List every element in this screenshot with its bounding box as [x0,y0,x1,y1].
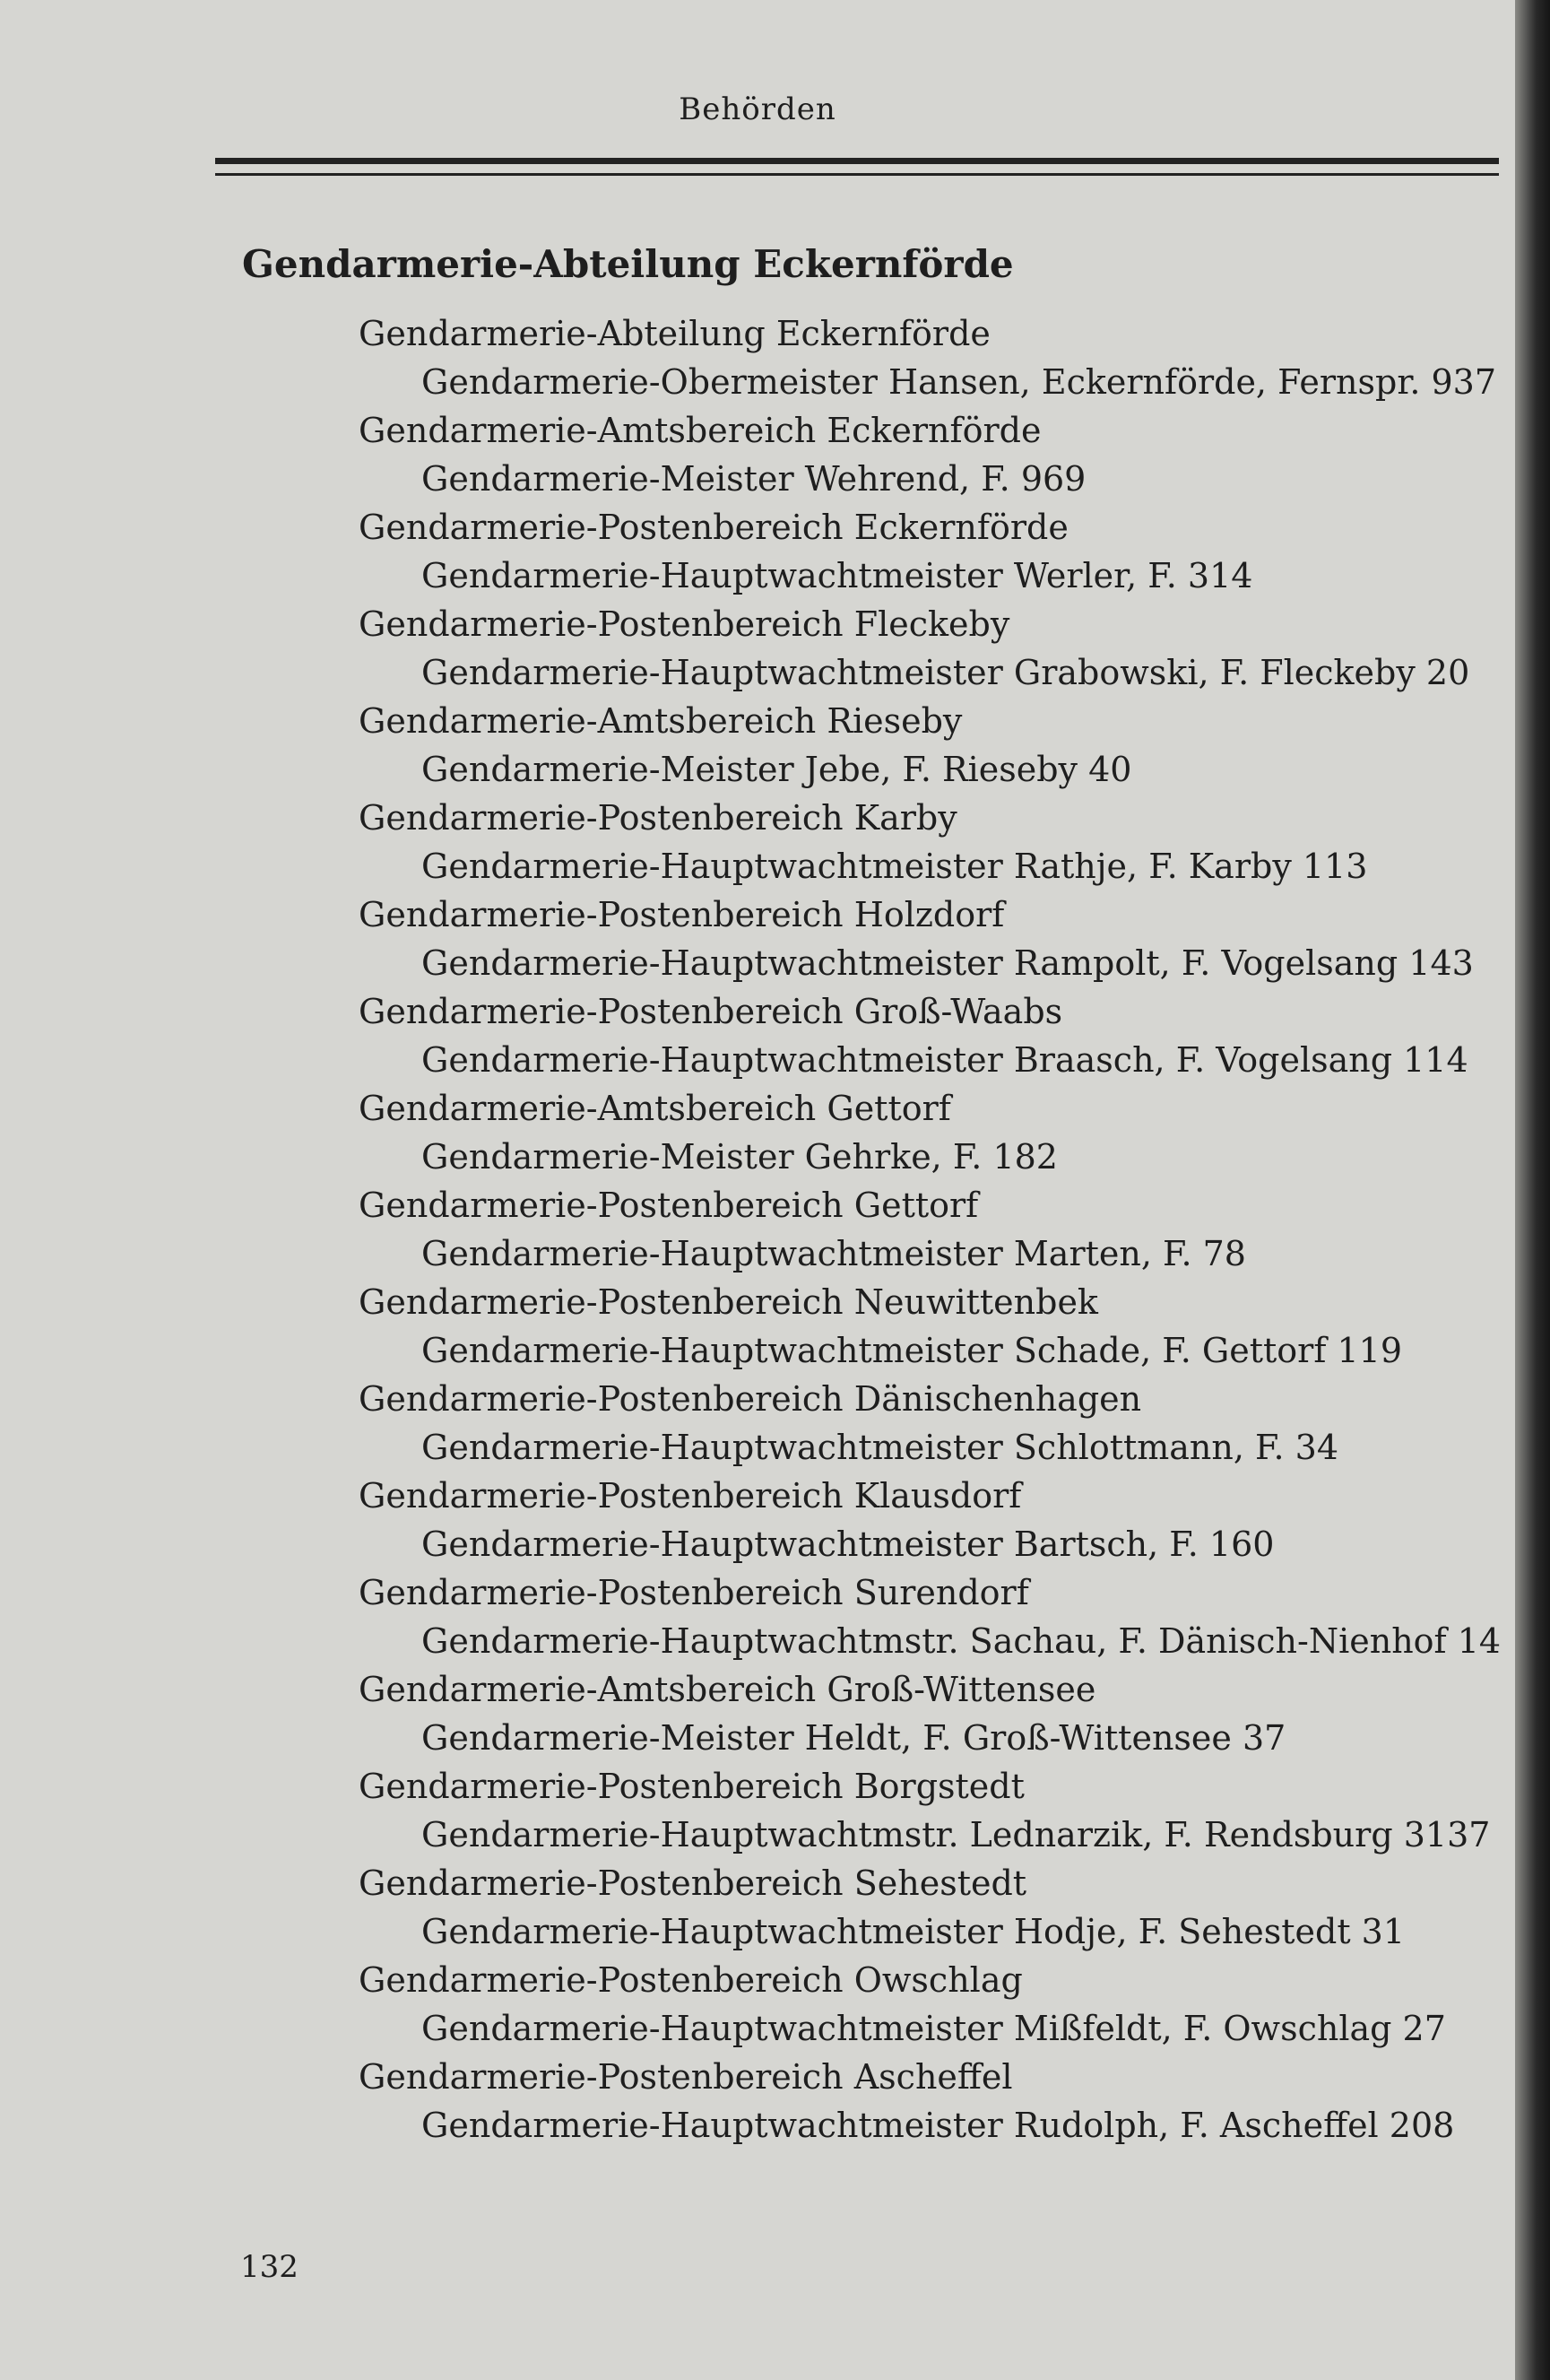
entry-unit: Gendarmerie-Postenbereich Neuwittenbek [359,1282,1098,1322]
entry-unit: Gendarmerie-Postenbereich Owschlag [359,1960,1023,2000]
entry-unit: Gendarmerie-Amtsbereich Rieseby [359,701,963,741]
directory-entry [359,697,1497,794]
directory-entry [359,503,1497,600]
entry-officer: Gendarmerie-Hauptwachtmeister Hodje, F. Sehestedt 31 [421,1912,1406,1951]
directory-entry [359,1665,1497,1762]
directory-entry [359,600,1497,697]
entry-officer: Gendarmerie-Hauptwachtmeister Schade, F. Gettorf 119 [421,1331,1403,1370]
header-rule-thin [215,173,1499,176]
entry-officer: Gendarmerie-Hauptwachtmeister Bartsch, F. 160 [421,1524,1275,1564]
entry-officer: Gendarmerie-Hauptwachtmstr. Sachau, F. Dänisch-Nienhof 14 [421,1621,1502,1661]
directory-entry [359,1084,1497,1181]
running-head: Behörden [679,91,836,127]
entry-unit: Gendarmerie-Postenbereich Surendorf [359,1573,1029,1612]
entry-officer: Gendarmerie-Hauptwachtmeister Mißfeldt, F. Owschlag 27 [421,2009,1446,2048]
directory-entry [359,1956,1497,2053]
entry-unit: Gendarmerie-Amtsbereich Eckernförde [359,411,1042,450]
entry-officer: Gendarmerie-Hauptwachtmeister Rathje, F. Karby 113 [421,847,1368,886]
entry-unit: Gendarmerie-Postenbereich Eckernförde [359,508,1069,547]
entry-officer: Gendarmerie-Hauptwachtmeister Grabowski, F. Fleckeby 20 [421,653,1470,692]
entry-unit: Gendarmerie-Abteilung Eckernförde [359,314,991,353]
entry-unit: Gendarmerie-Amtsbereich Groß-Wittensee [359,1670,1096,1709]
directory-entry [359,2053,1497,2150]
entry-officer: Gendarmerie-Meister Gehrke, F. 182 [421,1137,1058,1177]
entry-unit: Gendarmerie-Postenbereich Groß-Waabs [359,992,1063,1031]
directory-entry [359,1472,1497,1568]
directory-entry [359,1181,1497,1278]
entry-officer: Gendarmerie-Hauptwachtmeister Rudolph, F. Ascheffel 208 [421,2106,1455,2145]
directory-entry [359,987,1497,1084]
entry-officer: Gendarmerie-Hauptwachtmeister Rampolt, F. Vogelsang 143 [421,943,1474,983]
directory-entry [359,1278,1497,1375]
entry-unit: Gendarmerie-Postenbereich Karby [359,798,957,838]
section-title: Gendarmerie-Abteilung Eckernförde [242,242,1014,286]
entry-unit: Gendarmerie-Postenbereich Klausdorf [359,1476,1022,1516]
entry-officer: Gendarmerie-Obermeister Hansen, Eckernförde, Fernspr. 937 [421,362,1497,402]
directory-entry [359,1762,1497,1859]
header-rule-thick [215,158,1499,164]
entry-officer: Gendarmerie-Meister Heldt, F. Groß-Wittensee 37 [421,1718,1286,1758]
directory-entry [359,309,1497,406]
directory-entry [359,1859,1497,1956]
entry-unit: Gendarmerie-Postenbereich Dänischenhagen [359,1379,1142,1419]
book-edge [1515,0,1550,2380]
directory-entry [359,794,1497,890]
page-number: 132 [240,2249,299,2285]
entry-officer: Gendarmerie-Hauptwachtmstr. Lednarzik, F. Rendsburg 3137 [421,1815,1491,1854]
directory-entry [359,406,1497,503]
entry-officer: Gendarmerie-Hauptwachtmeister Braasch, F. Vogelsang 114 [421,1040,1468,1080]
entry-unit: Gendarmerie-Postenbereich Sehestedt [359,1863,1027,1903]
entry-unit: Gendarmerie-Postenbereich Ascheffel [359,2057,1013,2097]
entry-unit: Gendarmerie-Postenbereich Holzdorf [359,895,1005,934]
entry-unit: Gendarmerie-Amtsbereich Gettorf [359,1089,951,1128]
entry-officer: Gendarmerie-Hauptwachtmeister Werler, F. 314 [421,556,1253,595]
entry-officer: Gendarmerie-Meister Wehrend, F. 969 [421,459,1087,499]
directory-entry [359,890,1497,987]
directory-entry [359,1375,1497,1472]
entry-officer: Gendarmerie-Hauptwachtmeister Schlottmann, F. 34 [421,1428,1338,1467]
directory-list [359,309,1502,2150]
entry-unit: Gendarmerie-Postenbereich Borgstedt [359,1767,1025,1806]
entry-officer: Gendarmerie-Meister Jebe, F. Rieseby 40 [421,750,1132,789]
entry-unit: Gendarmerie-Postenbereich Fleckeby [359,604,1010,644]
directory-entry [359,1568,1502,1665]
entry-officer: Gendarmerie-Hauptwachtmeister Marten, F. 78 [421,1234,1246,1273]
entry-unit: Gendarmerie-Postenbereich Gettorf [359,1186,979,1225]
